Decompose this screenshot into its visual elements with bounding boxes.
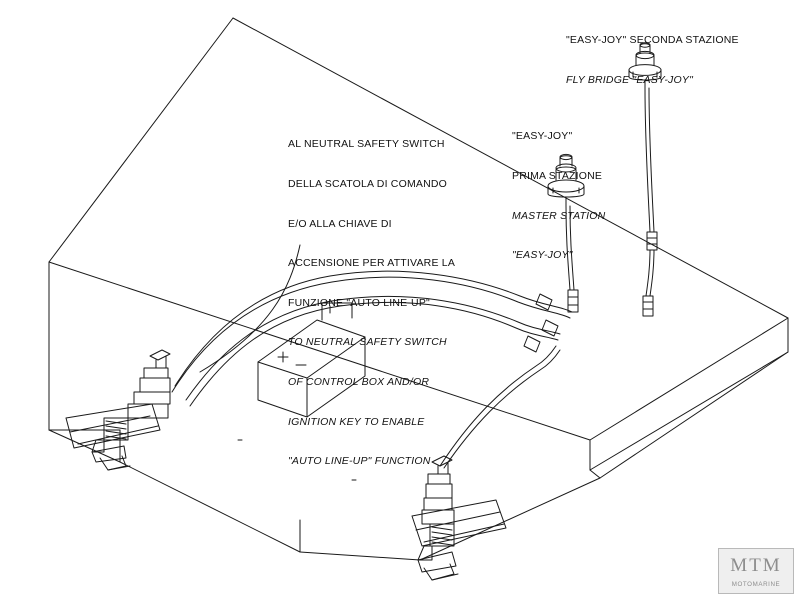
watermark-logo (718, 548, 794, 594)
leader-neutral-switch (200, 245, 300, 372)
label-neutral-switch-line-2: E/O ALLA CHIAVE DI (288, 217, 392, 230)
label-neutral-switch-line-3: ACCENSIONE PER ATTIVARE LA (288, 257, 456, 270)
label-neutral-switch-line-5: TO NEUTRAL SAFETY SWITCH (288, 336, 447, 349)
port-thruster (66, 350, 170, 470)
label-fly-bridge (566, 8, 739, 114)
cable-fly-bridge (643, 88, 657, 316)
label-neutral-switch-line-6: OF CONTROL BOX AND/OR (288, 376, 430, 389)
label-fly-bridge-line-1: FLY BRIDGE "EASY-JOY" (566, 74, 694, 87)
label-neutral-switch-line-4: FUNZIONE "AUTO LINE-UP" (288, 296, 430, 309)
label-master-station-line-0: "EASY-JOY" (512, 130, 573, 143)
label-neutral-switch-line-7: IGNITION KEY TO ENABLE (288, 415, 425, 428)
watermark-sub-text: MOTOMARINE (731, 581, 781, 588)
label-neutral-switch-line-0: AL NEUTRAL SAFETY SWITCH (288, 138, 445, 151)
label-neutral-switch-line-8: "AUTO LINE-UP" FUNCTION (288, 455, 431, 468)
label-neutral-switch-line-1: DELLA SCATOLA DI COMANDO (288, 178, 448, 191)
label-master-station-line-3: "EASY-JOY" (512, 249, 573, 262)
label-neutral-safety-switch (288, 112, 455, 495)
label-master-station-line-1: PRIMA STAZIONE (512, 170, 603, 183)
label-fly-bridge-line-0: "EASY-JOY" SECONDA STAZIONE (566, 34, 739, 47)
label-master-station (512, 104, 605, 289)
label-master-station-line-2: MASTER STATION (512, 209, 606, 222)
watermark-main-text: MTM (730, 555, 782, 576)
